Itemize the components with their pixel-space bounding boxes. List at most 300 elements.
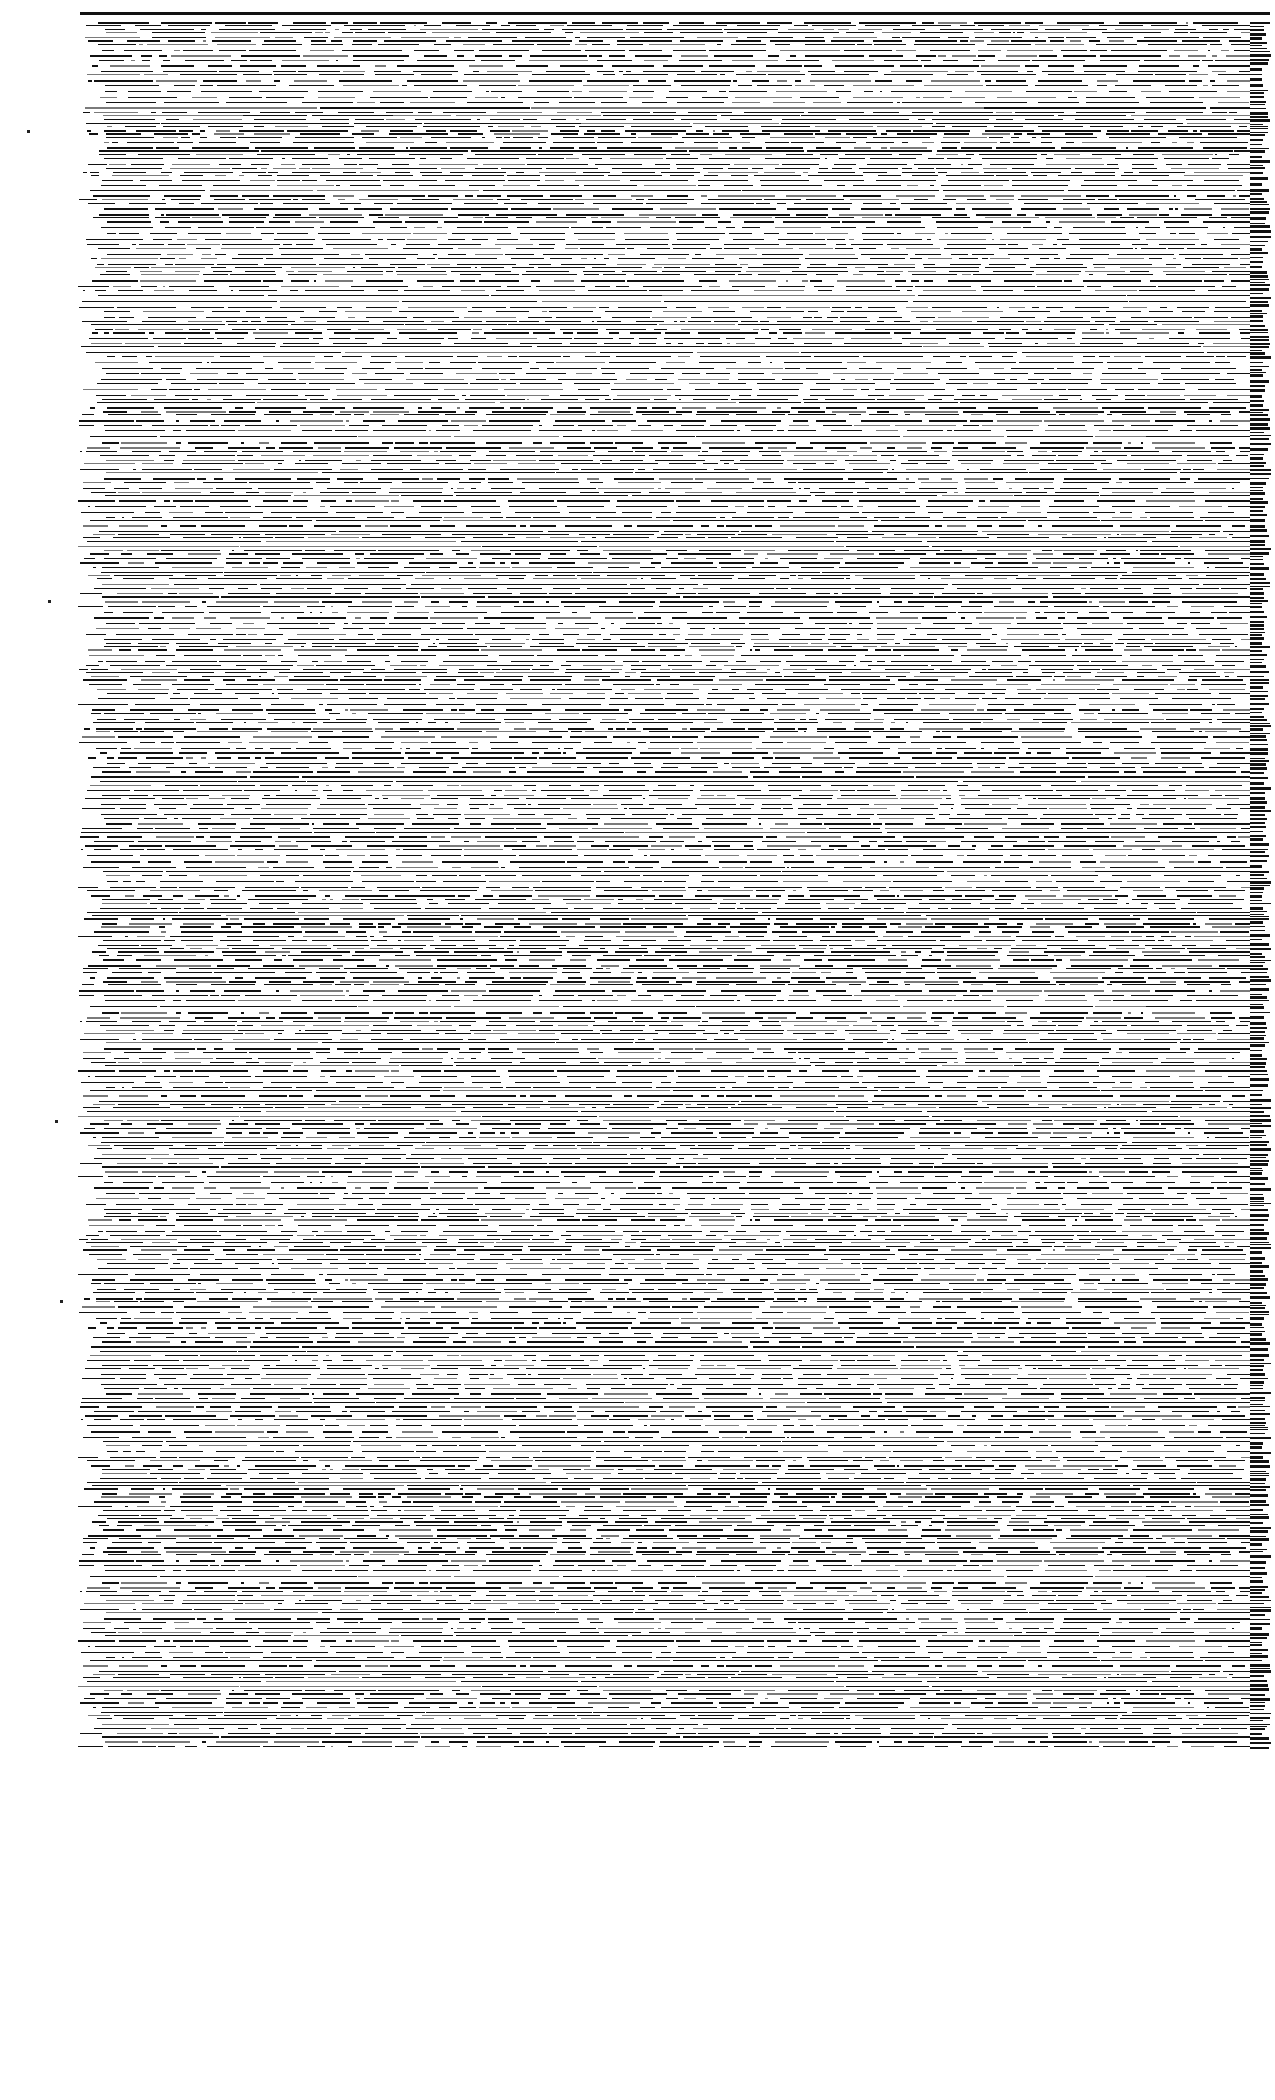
ink-fragment — [644, 185, 696, 186]
ink-fragment — [644, 60, 668, 61]
ink-fragment — [874, 517, 899, 518]
ink-fragment — [355, 338, 374, 339]
ink-fragment — [666, 97, 688, 98]
ink-fragment — [96, 395, 126, 396]
ink-fragment — [624, 709, 632, 711]
ink-fragment — [454, 50, 474, 51]
ink-fragment — [559, 719, 591, 720]
ink-fragment — [710, 425, 737, 426]
ink-fragment — [1187, 689, 1198, 690]
ink-fragment — [229, 286, 269, 287]
ink-fragment — [1228, 506, 1250, 507]
ink-fragment — [1040, 601, 1087, 603]
ink-fragment — [811, 74, 869, 75]
ink-fragment — [677, 168, 694, 169]
ink-fragment — [1140, 553, 1159, 555]
ink-fragment — [1087, 286, 1101, 287]
ink-fragment — [686, 537, 705, 538]
ink-fragment — [452, 550, 460, 551]
ink-fragment — [639, 343, 656, 344]
ink-fragment — [612, 65, 654, 67]
ink-fragment — [670, 684, 679, 685]
ink-fragment — [992, 790, 1053, 791]
ink-fragment — [956, 203, 1009, 204]
ink-fragment — [184, 736, 240, 738]
ink-fragment — [696, 414, 729, 415]
ink-fragment — [878, 175, 901, 176]
ink-fragment — [170, 698, 188, 699]
ink-fragment — [104, 317, 115, 318]
ink-fragment — [1166, 719, 1212, 720]
ink-fragment — [615, 693, 624, 694]
ink-fragment — [1106, 329, 1108, 330]
ink-fragment — [197, 379, 258, 380]
ink-fragment — [933, 623, 972, 624]
ink-fragment — [1093, 742, 1102, 743]
ink-fragment — [475, 267, 477, 268]
scan-line — [78, 142, 1250, 143]
ink-fragment — [1224, 814, 1238, 815]
ink-fragment — [697, 534, 735, 535]
ink-fragment — [916, 55, 936, 57]
ink-fragment — [1046, 158, 1053, 159]
ink-fragment — [147, 849, 165, 850]
ink-fragment — [232, 728, 262, 730]
ink-fragment — [648, 748, 679, 749]
ink-fragment — [1083, 356, 1095, 357]
ink-fragment — [781, 451, 827, 452]
ink-fragment — [86, 25, 121, 26]
ink-fragment — [812, 329, 852, 330]
ink-fragment — [610, 698, 628, 699]
ink-fragment — [581, 280, 625, 282]
ink-fragment — [390, 525, 421, 527]
ink-fragment — [1105, 855, 1126, 856]
ink-fragment — [996, 147, 1055, 149]
ink-fragment — [464, 317, 516, 318]
ink-fragment — [1209, 29, 1218, 30]
ink-fragment — [1032, 244, 1043, 245]
ink-fragment — [627, 280, 684, 282]
ink-fragment — [156, 655, 175, 656]
ink-fragment — [579, 40, 603, 42]
ink-fragment — [217, 338, 244, 339]
ink-fragment — [463, 44, 485, 45]
ink-fragment — [649, 731, 705, 732]
ink-fragment — [1027, 71, 1033, 72]
ink-fragment — [94, 80, 153, 82]
ink-fragment — [785, 368, 800, 369]
ink-fragment — [765, 142, 789, 143]
ink-fragment — [868, 665, 928, 666]
ink-fragment — [338, 112, 374, 113]
ink-fragment — [691, 290, 739, 291]
ink-fragment — [1017, 214, 1026, 216]
ink-fragment — [464, 578, 498, 579]
ink-fragment — [369, 258, 406, 259]
ink-fragment — [798, 693, 843, 694]
ink-fragment — [1062, 855, 1093, 856]
ink-fragment — [689, 646, 734, 647]
ink-fragment — [488, 482, 513, 483]
ink-fragment — [318, 91, 363, 92]
ink-fragment — [946, 798, 951, 799]
ink-fragment — [634, 763, 651, 764]
ink-fragment — [128, 562, 144, 564]
ink-fragment — [1195, 199, 1245, 200]
ink-fragment — [279, 672, 323, 673]
ink-fragment — [602, 463, 658, 464]
ink-fragment — [816, 274, 838, 275]
ink-fragment — [779, 771, 822, 773]
ink-fragment — [804, 488, 810, 489]
ink-fragment — [958, 442, 996, 444]
ink-fragment — [243, 537, 273, 538]
ink-fragment — [1089, 40, 1100, 42]
ink-fragment — [473, 537, 515, 538]
ink-fragment — [923, 849, 975, 850]
ink-fragment — [1151, 639, 1206, 640]
ink-fragment — [576, 373, 592, 374]
ink-fragment — [327, 488, 381, 489]
ink-fragment — [698, 593, 750, 594]
ink-fragment — [691, 767, 718, 768]
ink-fragment — [1240, 258, 1250, 259]
ink-fragment — [1106, 311, 1141, 312]
ink-fragment — [1066, 142, 1074, 143]
ink-fragment — [489, 451, 535, 452]
ink-fragment — [389, 623, 436, 624]
ink-fragment — [220, 506, 251, 507]
ink-fragment — [714, 321, 738, 322]
ink-fragment — [985, 217, 1039, 218]
ink-fragment — [1005, 698, 1041, 699]
ink-fragment — [368, 195, 425, 197]
ink-fragment — [293, 142, 354, 143]
ink-fragment — [1052, 451, 1082, 452]
ink-fragment — [375, 74, 414, 75]
ink-fragment — [1169, 785, 1182, 786]
ink-fragment — [1234, 150, 1250, 152]
ink-fragment — [960, 402, 1033, 403]
scan-line — [78, 672, 1250, 673]
ink-fragment — [638, 137, 672, 138]
ink-fragment — [732, 286, 765, 287]
ink-fragment — [222, 244, 280, 245]
ink-fragment — [601, 628, 605, 629]
scan-line — [78, 368, 1250, 369]
ink-fragment — [1041, 669, 1073, 670]
ink-fragment — [1148, 407, 1201, 409]
ink-fragment — [719, 208, 776, 210]
ink-fragment — [968, 693, 985, 694]
ink-fragment — [226, 562, 242, 564]
ink-fragment — [745, 425, 776, 426]
ink-fragment — [926, 463, 947, 464]
ink-fragment — [1015, 112, 1064, 113]
ink-fragment — [104, 612, 113, 613]
ink-fragment — [877, 274, 900, 275]
ink-fragment — [198, 713, 201, 714]
ink-fragment — [672, 736, 698, 738]
ink-fragment — [225, 25, 272, 26]
ink-fragment — [378, 290, 398, 291]
ink-fragment — [523, 601, 534, 603]
ink-fragment — [660, 208, 716, 210]
ink-fragment — [335, 29, 339, 30]
ink-fragment — [509, 506, 557, 507]
ink-fragment — [789, 425, 809, 426]
ink-fragment — [425, 537, 465, 538]
ink-fragment — [1217, 617, 1242, 619]
ink-fragment — [997, 383, 1037, 384]
ink-fragment — [296, 841, 331, 842]
ink-fragment — [839, 661, 854, 662]
ink-fragment — [106, 661, 137, 662]
ink-fragment — [479, 567, 510, 568]
ink-fragment — [902, 172, 935, 173]
ink-fragment — [952, 455, 1011, 456]
ink-fragment — [353, 60, 404, 61]
ink-fragment — [698, 841, 702, 842]
ink-fragment — [1058, 455, 1078, 456]
ink-fragment — [1212, 71, 1226, 72]
ink-fragment — [731, 44, 766, 45]
ink-fragment — [1192, 264, 1230, 265]
ink-fragment — [215, 37, 270, 38]
ink-fragment — [491, 295, 662, 296]
ink-fragment — [481, 267, 504, 268]
ink-fragment — [1036, 617, 1047, 619]
ink-fragment — [1063, 623, 1087, 624]
ink-fragment — [198, 823, 236, 825]
ink-fragment — [978, 795, 1020, 796]
ink-fragment — [981, 65, 1020, 67]
ink-fragment — [911, 855, 943, 856]
ink-fragment — [643, 71, 695, 72]
scan-line — [78, 389, 1250, 390]
ink-fragment — [87, 244, 119, 245]
scan-line — [78, 324, 1250, 325]
ink-fragment — [79, 425, 94, 426]
ink-fragment — [696, 130, 703, 132]
ink-fragment — [1109, 137, 1166, 138]
ink-fragment — [750, 771, 769, 773]
ink-fragment — [178, 158, 226, 159]
ink-fragment — [784, 676, 815, 677]
ink-fragment — [990, 500, 1040, 502]
ink-fragment — [558, 455, 588, 456]
ink-fragment — [397, 655, 436, 656]
ink-fragment — [189, 763, 197, 764]
scan-line — [78, 217, 1250, 218]
ink-fragment — [322, 239, 371, 240]
ink-fragment — [515, 553, 541, 555]
ink-fragment — [190, 373, 218, 374]
ink-fragment — [1021, 506, 1040, 507]
ink-fragment — [401, 742, 428, 743]
ink-fragment — [959, 258, 978, 259]
ink-fragment — [243, 623, 254, 624]
ink-fragment — [1215, 307, 1250, 308]
ink-fragment — [702, 214, 718, 216]
ink-fragment — [1043, 814, 1093, 815]
ink-fragment — [371, 399, 431, 400]
ink-fragment — [148, 317, 196, 318]
ink-fragment — [1061, 147, 1116, 149]
ink-fragment — [1040, 442, 1088, 444]
ink-fragment — [1008, 767, 1024, 768]
ink-fragment — [753, 329, 759, 330]
ink-fragment — [833, 373, 894, 374]
ink-fragment — [504, 719, 551, 720]
ink-fragment — [1218, 463, 1250, 464]
ink-fragment — [1099, 430, 1111, 431]
ink-fragment — [180, 74, 237, 75]
ink-fragment — [203, 80, 237, 82]
ink-fragment — [327, 578, 344, 579]
ink-fragment — [718, 195, 775, 197]
ink-fragment — [967, 649, 1007, 651]
ink-fragment — [970, 420, 993, 422]
ink-fragment — [364, 383, 413, 384]
ink-fragment — [786, 60, 819, 61]
ink-fragment — [593, 767, 653, 768]
ink-fragment — [354, 208, 382, 210]
ink-fragment — [931, 665, 990, 666]
scan-line — [78, 317, 1250, 318]
ink-fragment — [245, 463, 264, 464]
ink-fragment — [1008, 818, 1037, 819]
scan-line — [78, 482, 1250, 483]
ink-fragment — [177, 142, 193, 143]
ink-fragment — [857, 634, 862, 635]
ink-fragment — [1033, 798, 1036, 799]
ink-fragment — [175, 271, 200, 272]
ink-fragment — [873, 731, 922, 732]
ink-fragment — [1042, 722, 1067, 723]
ink-fragment — [1095, 290, 1137, 291]
ink-fragment — [218, 208, 243, 210]
ink-fragment — [748, 267, 799, 268]
ink-fragment — [980, 646, 1008, 647]
ink-fragment — [1217, 469, 1250, 470]
ink-fragment — [538, 203, 584, 204]
ink-fragment — [639, 214, 696, 216]
ink-fragment — [558, 623, 563, 624]
ink-fragment — [1030, 267, 1087, 268]
ink-fragment — [880, 91, 882, 92]
ink-fragment — [1060, 488, 1087, 489]
ink-fragment — [276, 420, 279, 422]
ink-fragment — [561, 463, 600, 464]
ink-fragment — [921, 60, 931, 61]
ink-fragment — [631, 126, 692, 127]
ink-fragment — [236, 634, 246, 635]
ink-fragment — [473, 71, 479, 72]
ink-fragment — [671, 562, 713, 564]
ink-fragment — [1127, 623, 1164, 624]
ink-fragment — [887, 472, 1028, 473]
ink-fragment — [136, 130, 176, 132]
ink-fragment — [1133, 80, 1185, 82]
ink-fragment — [701, 525, 709, 527]
ink-fragment — [93, 567, 96, 568]
ink-fragment — [106, 32, 137, 33]
ink-fragment — [936, 553, 996, 555]
ink-fragment — [1102, 488, 1158, 489]
ink-fragment — [1229, 274, 1250, 275]
ink-fragment — [890, 460, 896, 461]
ink-fragment — [926, 506, 968, 507]
ink-fragment — [746, 271, 780, 272]
ink-fragment — [921, 482, 958, 483]
ink-fragment — [164, 102, 219, 103]
ink-fragment — [580, 32, 639, 33]
ink-fragment — [978, 506, 1009, 507]
ink-fragment — [808, 112, 864, 113]
ink-fragment — [212, 40, 251, 42]
ink-fragment — [475, 254, 503, 255]
ink-fragment — [79, 199, 97, 200]
ink-fragment — [1052, 525, 1113, 527]
ink-fragment — [643, 728, 668, 730]
ink-fragment — [99, 154, 126, 155]
ink-fragment — [1045, 217, 1095, 218]
ink-fragment — [1172, 451, 1211, 452]
ink-fragment — [1225, 676, 1229, 677]
ink-fragment — [1198, 861, 1211, 863]
ink-fragment — [736, 661, 746, 662]
ink-fragment — [474, 463, 507, 464]
ink-fragment — [104, 558, 156, 559]
ink-fragment — [718, 383, 746, 384]
ink-fragment — [1130, 271, 1149, 272]
ink-fragment — [142, 469, 192, 470]
scan-line — [78, 244, 1250, 245]
ink-fragment — [1155, 693, 1211, 694]
ink-fragment — [646, 203, 687, 204]
scan-line — [78, 719, 1250, 720]
ink-fragment — [82, 828, 122, 829]
ink-fragment — [1145, 227, 1160, 228]
ink-fragment — [841, 646, 852, 647]
ink-fragment — [1215, 60, 1250, 61]
ink-fragment — [456, 25, 490, 26]
ink-fragment — [1018, 661, 1031, 662]
ink-fragment — [183, 537, 233, 538]
ink-fragment — [894, 379, 940, 380]
ink-fragment — [382, 442, 393, 444]
ink-fragment — [501, 379, 506, 380]
ink-fragment — [799, 500, 807, 502]
ink-fragment — [828, 639, 846, 640]
ink-fragment — [237, 455, 253, 456]
ink-fragment — [102, 771, 131, 773]
ink-fragment — [750, 649, 752, 651]
ink-fragment — [702, 823, 747, 825]
ink-fragment — [881, 455, 894, 456]
ink-fragment — [287, 130, 348, 132]
ink-fragment — [1161, 752, 1211, 754]
ink-fragment — [238, 588, 248, 589]
ink-fragment — [1032, 137, 1036, 138]
ink-fragment — [255, 849, 263, 850]
ink-fragment — [990, 258, 1010, 259]
ink-fragment — [678, 506, 728, 507]
ink-fragment — [1050, 40, 1064, 42]
ink-fragment — [1216, 655, 1250, 656]
